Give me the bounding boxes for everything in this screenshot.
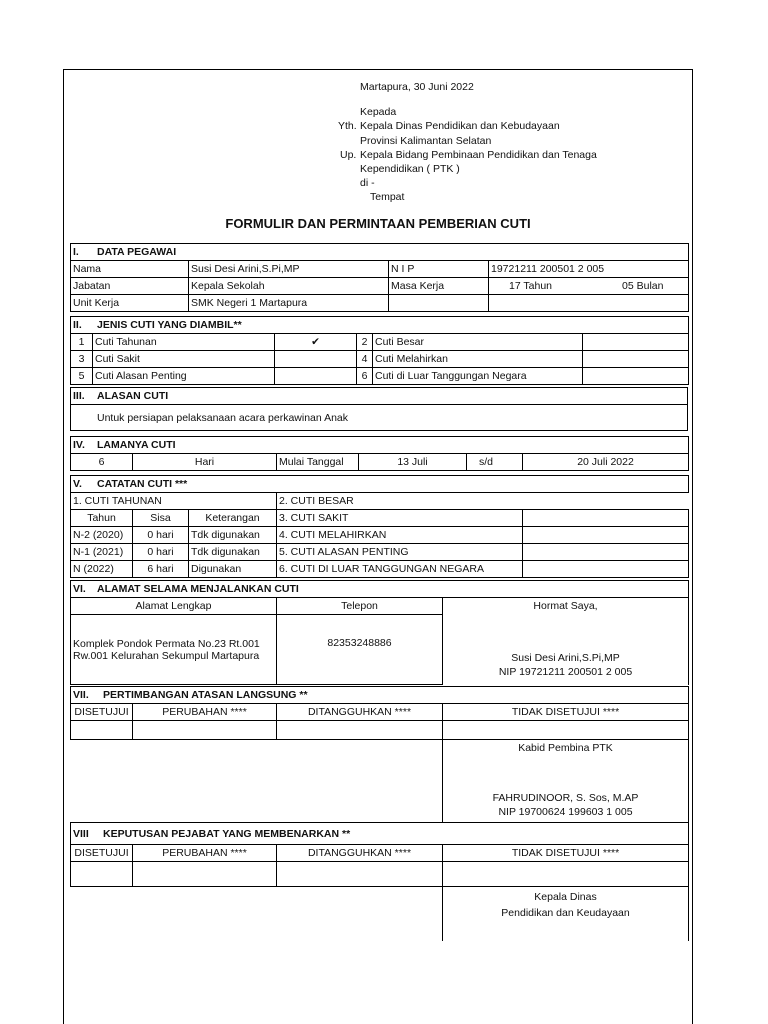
leave-type-label: Cuti di Luar Tanggungan Negara bbox=[373, 368, 583, 385]
section-catatan-cuti bbox=[70, 475, 689, 578]
disetujui-box[interactable] bbox=[71, 862, 133, 887]
mulai-tanggal: 13 Juli bbox=[359, 454, 467, 471]
atasan-signature bbox=[443, 740, 689, 823]
leave-type-number: 6 bbox=[357, 368, 373, 385]
leave-type-number: 1 bbox=[71, 334, 93, 351]
col-disetujui: DISETUJUI bbox=[71, 845, 133, 862]
jabatan-value: Kepala Sekolah bbox=[189, 278, 389, 295]
section-6-header: VI. ALAMAT SELAMA MENJALANKAN CUTI bbox=[71, 581, 689, 598]
col-perubahan: PERUBAHAN **** bbox=[133, 704, 277, 721]
nip-value: 19721211 200501 2 005 bbox=[489, 261, 689, 278]
signature-block bbox=[443, 598, 689, 685]
ditangguhkan-box[interactable] bbox=[277, 721, 443, 740]
leave-type-label: Cuti Melahirkan bbox=[373, 351, 583, 368]
empty-cell bbox=[489, 295, 689, 312]
col-tidak-disetujui: TIDAK DISETUJUI **** bbox=[443, 704, 689, 721]
kepada-label: Kepada bbox=[360, 106, 397, 118]
leave-type-check[interactable] bbox=[275, 368, 357, 385]
empty-cell bbox=[389, 295, 489, 312]
col-tahun: Tahun bbox=[71, 510, 133, 527]
leave-type-label: Cuti Tahunan bbox=[93, 334, 275, 351]
section-alasan-cuti bbox=[70, 387, 688, 431]
sd-label: s/d bbox=[467, 454, 523, 471]
col-sisa: Sisa bbox=[133, 510, 189, 527]
jumlah-hari: 6 bbox=[71, 454, 133, 471]
col-disetujui: DISETUJUI bbox=[71, 704, 133, 721]
atasan-jabatan: Kabid Pembina PTK bbox=[518, 742, 613, 754]
tidak-disetujui-box[interactable] bbox=[443, 862, 689, 887]
leave-type-label: Cuti Sakit bbox=[93, 351, 275, 368]
empty-area bbox=[71, 887, 443, 941]
leave-request-form bbox=[63, 69, 693, 1024]
cuti-sakit-label: 3. CUTI SAKIT bbox=[277, 510, 523, 527]
unit-kerja-label: Unit Kerja bbox=[71, 295, 189, 312]
signer-name: Susi Desi Arini,S.Pi,MP bbox=[511, 652, 620, 664]
section-pertimbangan bbox=[70, 686, 689, 823]
leave-type-number: 2 bbox=[357, 334, 373, 351]
disetujui-box[interactable] bbox=[71, 721, 133, 740]
masa-kerja-label: Masa Kerja bbox=[389, 278, 489, 295]
leave-type-number: 4 bbox=[357, 351, 373, 368]
col-ditangguhkan: DITANGGUHKAN **** bbox=[277, 704, 443, 721]
empty-area bbox=[71, 740, 443, 823]
telepon-value: 82353248886 bbox=[277, 615, 443, 685]
perubahan-box[interactable] bbox=[133, 721, 277, 740]
leave-type-check[interactable] bbox=[275, 351, 357, 368]
leave-type-label: Cuti Besar bbox=[373, 334, 583, 351]
ditangguhkan-box[interactable] bbox=[277, 862, 443, 887]
yth-line-2: Provinsi Kalimantan Selatan bbox=[360, 135, 492, 147]
sampai-tanggal: 20 Juli 2022 bbox=[523, 454, 689, 471]
section-keputusan bbox=[70, 822, 689, 941]
hormat-saya: Hormat Saya, bbox=[533, 600, 598, 612]
up-line-2: Kependidikan ( PTK ) bbox=[360, 163, 460, 175]
section-1-header: I. DATA PEGAWAI bbox=[71, 244, 689, 261]
check-mark-icon[interactable]: ✔ bbox=[275, 334, 357, 351]
mulai-label: Mulai Tanggal bbox=[277, 454, 359, 471]
pejabat-signature bbox=[443, 887, 689, 941]
tempat-label: Tempat bbox=[370, 191, 405, 203]
up-label: Up. bbox=[340, 149, 357, 161]
pejabat-jabatan-1: Kepala Dinas bbox=[534, 891, 597, 903]
yth-label: Yth. bbox=[338, 120, 357, 132]
col-keterangan: Keterangan bbox=[189, 510, 277, 527]
leave-type-check[interactable] bbox=[583, 334, 689, 351]
di-label: di - bbox=[360, 177, 375, 189]
leave-type-number: 3 bbox=[71, 351, 93, 368]
section-4-header: IV. LAMANYA CUTI bbox=[71, 437, 689, 454]
section-8-header: VIII KEPUTUSAN PEJABAT YANG MEMBENARKAN ** bbox=[71, 823, 689, 845]
section-lamanya-cuti bbox=[70, 436, 689, 471]
alamat-value: Komplek Pondok Permata No.23 Rt.001 Rw.001 Kelurahan Sekumpul Martapura bbox=[71, 615, 277, 685]
section-jenis-cuti bbox=[70, 316, 689, 385]
table-row: N-2 (2020) 0 hari Tdk digunakan 4. CUTI MELAHIRKAN bbox=[71, 527, 689, 544]
satuan-hari: Hari bbox=[133, 454, 277, 471]
perubahan-box[interactable] bbox=[133, 862, 277, 887]
nama-label: Nama bbox=[71, 261, 189, 278]
signer-nip: NIP 19721211 200501 2 005 bbox=[498, 666, 633, 678]
atasan-nama: FAHRUDINOOR, S. Sos, M.AP bbox=[492, 792, 639, 804]
form-title: FORMULIR DAN PERMINTAAN PEMBERIAN CUTI bbox=[225, 216, 531, 231]
section-7-header: VII. PERTIMBANGAN ATASAN LANGSUNG ** bbox=[71, 687, 689, 704]
col-tidak-disetujui: TIDAK DISETUJUI **** bbox=[443, 845, 689, 862]
table-row: N-1 (2021) 0 hari Tdk digunakan 5. CUTI ALASAN PENTING bbox=[71, 544, 689, 561]
table-row: N (2022) 6 hari Digunakan 6. CUTI DI LUAR TANGGUNGAN NEGARA bbox=[71, 561, 689, 578]
section-data-pegawai bbox=[70, 243, 689, 312]
atasan-nip: NIP 19700624 199603 1 005 bbox=[498, 806, 633, 818]
col-perubahan: PERUBAHAN **** bbox=[133, 845, 277, 862]
date-line: Martapura, 30 Juni 2022 bbox=[360, 81, 474, 93]
up-line-1: Kepala Bidang Pembinaan Pendidikan dan Tenaga bbox=[360, 149, 597, 161]
section-2-header: II. JENIS CUTI YANG DIAMBIL** bbox=[71, 317, 689, 334]
col-telepon: Telepon bbox=[277, 598, 443, 615]
section-alamat bbox=[70, 580, 689, 685]
col-ditangguhkan: DITANGGUHKAN **** bbox=[277, 845, 443, 862]
tidak-disetujui-box[interactable] bbox=[443, 721, 689, 740]
empty-cell bbox=[523, 510, 689, 527]
letter-header bbox=[64, 70, 692, 240]
cuti-besar-label: 2. CUTI BESAR bbox=[277, 493, 689, 510]
leave-type-label: Cuti Alasan Penting bbox=[93, 368, 275, 385]
col-alamat: Alamat Lengkap bbox=[71, 598, 277, 615]
section-5-header: V. CATATAN CUTI *** bbox=[71, 476, 689, 493]
section-3-header: III. ALASAN CUTI bbox=[71, 388, 688, 405]
nip-label: N I P bbox=[389, 261, 489, 278]
yth-line-1: Kepala Dinas Pendidikan dan Kebudayaan bbox=[360, 120, 560, 132]
nama-value: Susi Desi Arini,S.Pi,MP bbox=[189, 261, 389, 278]
leave-type-check[interactable] bbox=[583, 368, 689, 385]
alasan-text: Untuk persiapan pelaksanaan acara perkawinan Anak bbox=[71, 405, 688, 431]
jabatan-label: Jabatan bbox=[71, 278, 189, 295]
masa-kerja-value: 17 Tahun 05 Bulan bbox=[489, 278, 689, 295]
unit-kerja-value: SMK Negeri 1 Martapura bbox=[189, 295, 389, 312]
pejabat-jabatan-2: Pendidikan dan Keudayaan bbox=[501, 907, 630, 919]
leave-type-number: 5 bbox=[71, 368, 93, 385]
leave-type-check[interactable] bbox=[583, 351, 689, 368]
cuti-tahunan-label: 1. CUTI TAHUNAN bbox=[71, 493, 277, 510]
